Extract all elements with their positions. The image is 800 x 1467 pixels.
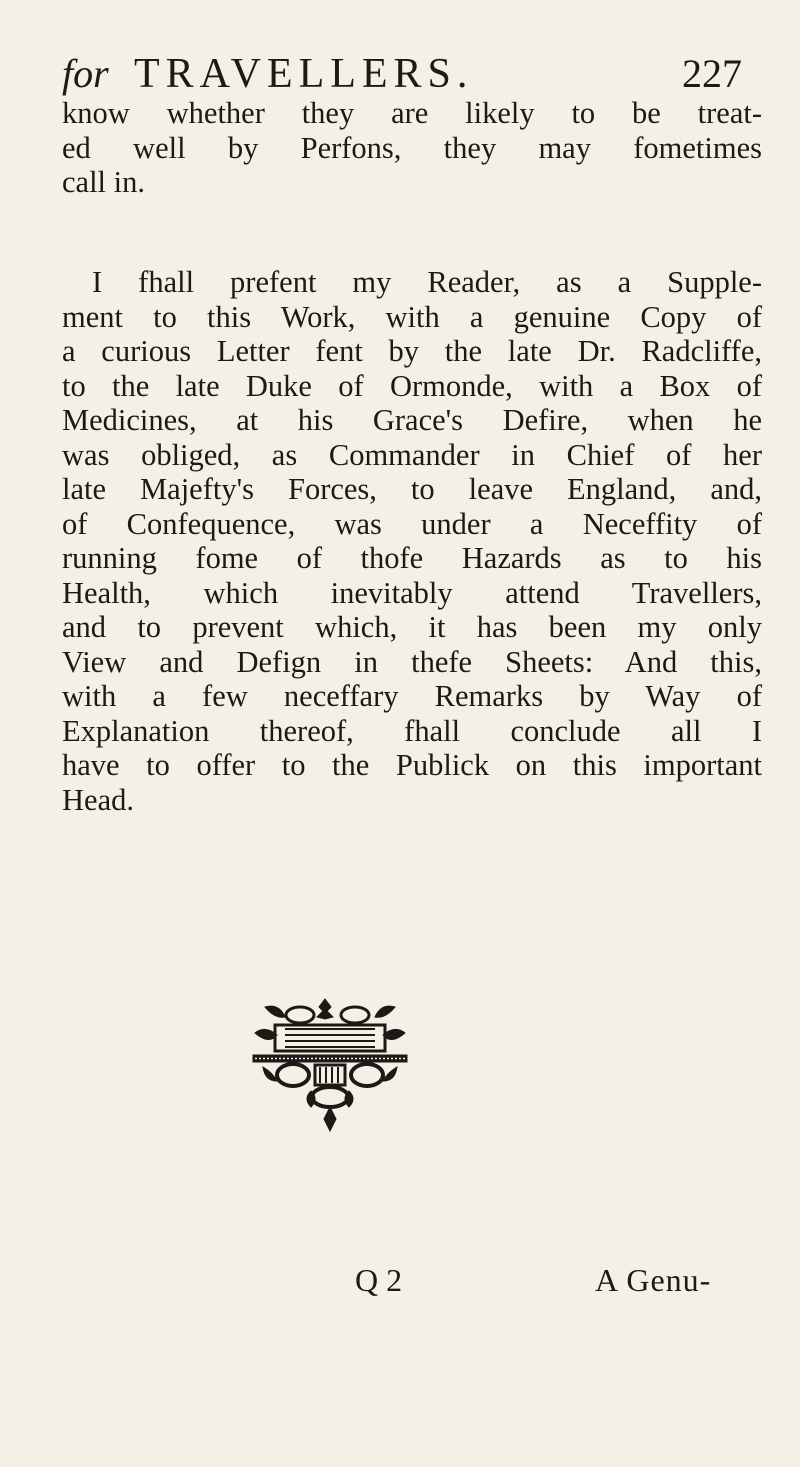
header-title: TRAVELLERS. — [134, 51, 474, 97]
text-line: know whether they are likely to be treat- — [62, 96, 762, 130]
catchword: A Genu- — [595, 1262, 712, 1298]
text-line: was obliged, as Commander in Chief of her — [62, 437, 762, 472]
text-line: ed well by Perfons, they may fometimes — [62, 130, 762, 165]
paragraph-2 — [62, 265, 762, 817]
paragraph-1 — [62, 96, 762, 200]
text-line: a curious Letter fent by the late Dr. Radcliffe, — [62, 334, 762, 368]
text-line: View and Defign in thefe Sheets: And this, — [62, 644, 762, 679]
text-line: Health, which inevitably attend Travellers, — [62, 575, 762, 610]
text-line: late Majefty's Forces, to leave England, and, — [62, 472, 762, 506]
page-number: 227 — [682, 51, 742, 96]
page-footer — [0, 1262, 800, 1312]
text-line: ment to this Work, with a genuine Copy of — [62, 299, 762, 334]
text-line: Explanation thereof, fhall conclude all I — [62, 713, 762, 748]
text-line: call in. — [62, 165, 145, 199]
text-line: to the late Duke of Ormonde, with a Box of — [62, 368, 762, 403]
text-line: Head. — [62, 782, 134, 817]
text-line: have to offer to the Publick on this important — [62, 748, 762, 782]
decorative-tailpiece-ornament-icon — [245, 995, 415, 1135]
text-line: with a few neceffary Remarks by Way of — [62, 679, 762, 713]
signature-mark: Q 2 — [355, 1262, 403, 1298]
running-header — [62, 48, 742, 100]
text-line: running fome of thofe Hazards as to his — [62, 541, 762, 575]
text-line: of Confequence, was under a Neceffity of — [62, 506, 762, 541]
text-line: and to prevent which, it has been my only — [62, 610, 762, 644]
header-for: for — [62, 51, 109, 96]
text-line: I fhall prefent my Reader, as a Supple- — [92, 265, 762, 299]
text-line: Medicines, at his Grace's Defire, when he — [62, 403, 762, 437]
